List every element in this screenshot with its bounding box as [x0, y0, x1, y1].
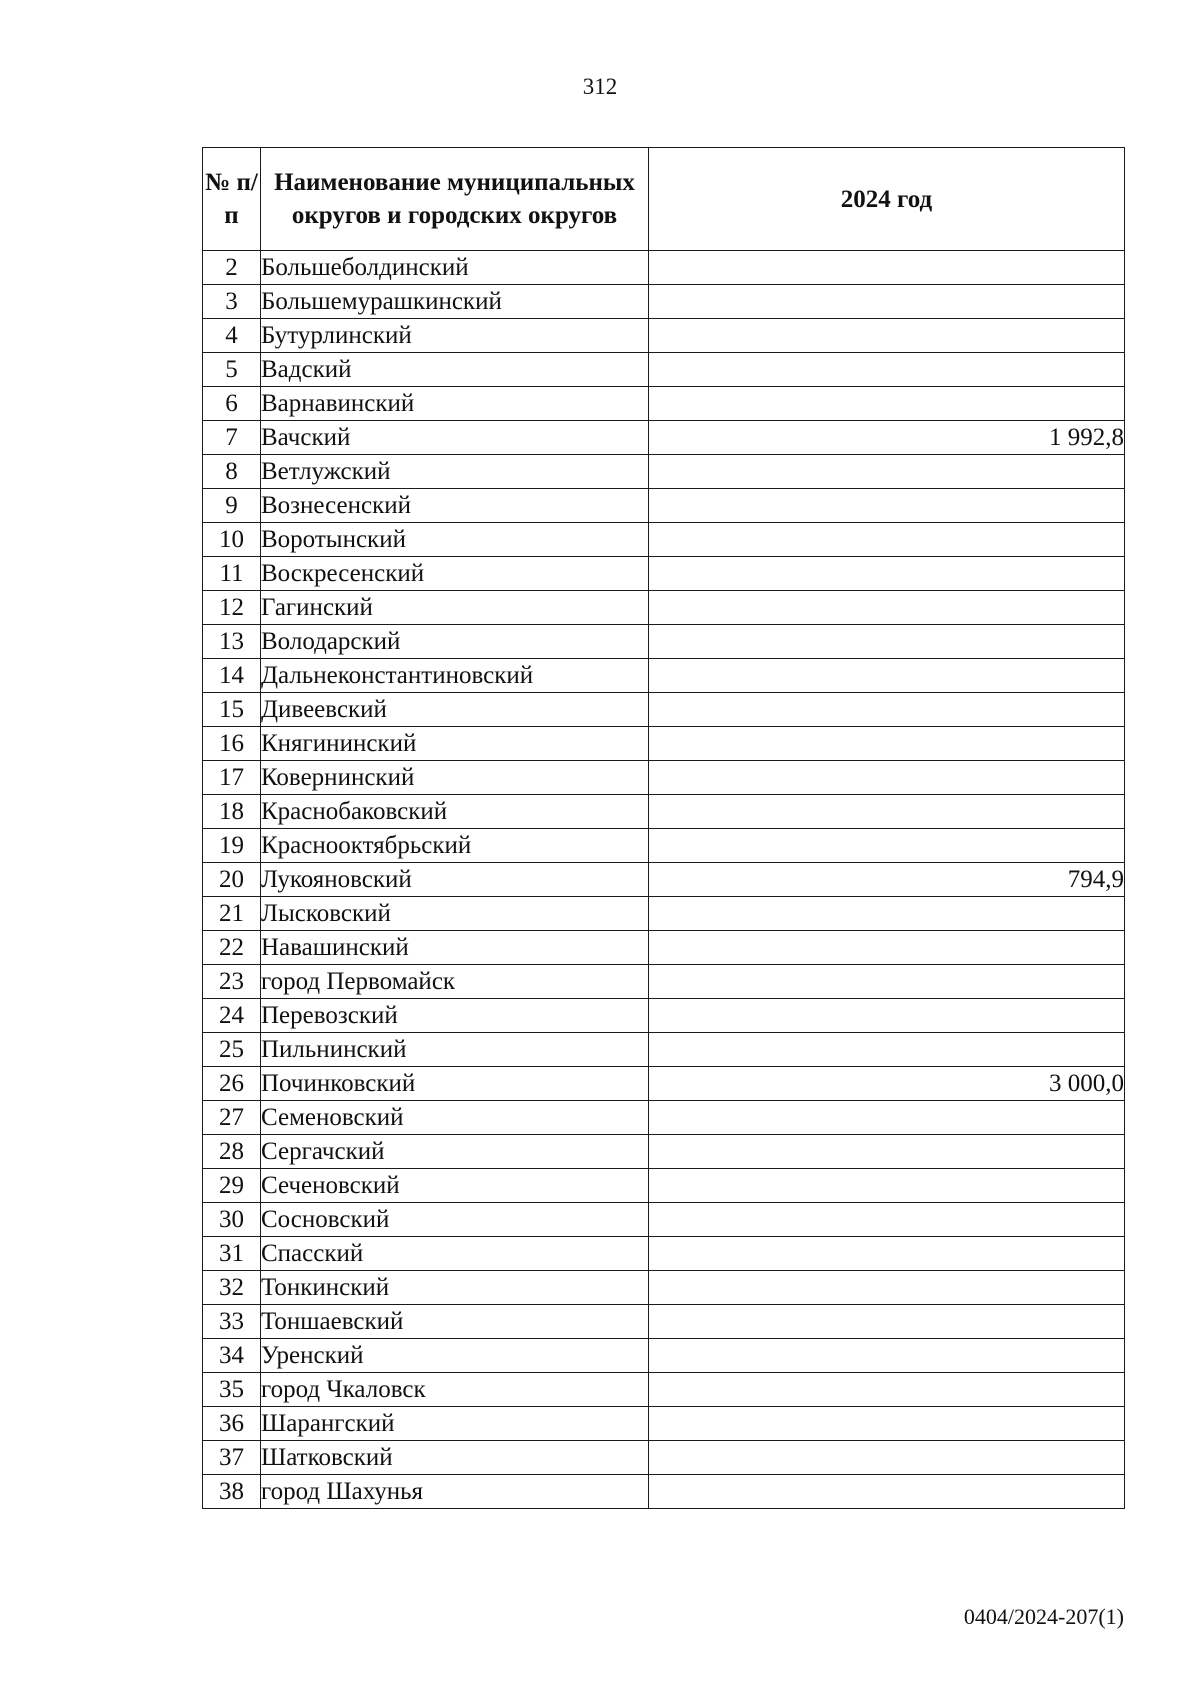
table-row: [203, 965, 1125, 999]
table-body: [203, 251, 1125, 1509]
table-row: [203, 659, 1125, 693]
row-number-cell: 30: [203, 1203, 261, 1237]
district-name-cell: Спасский: [261, 1237, 649, 1271]
row-number-cell: 16: [203, 727, 261, 761]
value-2024-cell: [649, 523, 1125, 557]
row-number-cell: 36: [203, 1407, 261, 1441]
value-2024-cell: [649, 591, 1125, 625]
table-row: [203, 1373, 1125, 1407]
value-2024-cell: [649, 625, 1125, 659]
row-number-cell: 35: [203, 1373, 261, 1407]
header-year: [649, 148, 1125, 251]
district-name-cell: Уренский: [261, 1339, 649, 1373]
row-number-cell: 2: [203, 251, 261, 285]
district-name-cell: Вачский: [261, 421, 649, 455]
row-number-cell: 11: [203, 557, 261, 591]
value-2024-cell: [649, 1271, 1125, 1305]
district-name-cell: Лукояновский: [261, 863, 649, 897]
district-name-cell: Ковернинский: [261, 761, 649, 795]
table-row: [203, 1101, 1125, 1135]
district-name-cell: Лысковский: [261, 897, 649, 931]
district-name-cell: Большемурашкинский: [261, 285, 649, 319]
district-name-cell: Сосновский: [261, 1203, 649, 1237]
row-number-cell: 18: [203, 795, 261, 829]
district-name-cell: Шатковский: [261, 1441, 649, 1475]
table-row: [203, 795, 1125, 829]
header-name-label: Наименование муниципальных округов и городских округов: [274, 169, 635, 229]
value-2024-cell: [649, 1373, 1125, 1407]
district-name-cell: Навашинский: [261, 931, 649, 965]
district-name-cell: Княгининский: [261, 727, 649, 761]
table-row: [203, 999, 1125, 1033]
value-2024-cell: [649, 931, 1125, 965]
value-2024-cell: [649, 693, 1125, 727]
table-row: [203, 387, 1125, 421]
value-2024-cell: [649, 387, 1125, 421]
row-number-cell: 28: [203, 1135, 261, 1169]
value-2024-cell: [649, 489, 1125, 523]
row-number-cell: 9: [203, 489, 261, 523]
table-row: [203, 1067, 1125, 1101]
table-row: [203, 523, 1125, 557]
row-number-cell: 5: [203, 353, 261, 387]
value-2024-cell: [649, 965, 1125, 999]
row-number-cell: 4: [203, 319, 261, 353]
value-2024-cell: 794,9: [649, 863, 1125, 897]
value-2024-cell: [649, 795, 1125, 829]
row-number-cell: 23: [203, 965, 261, 999]
header-name: [261, 148, 649, 251]
value-2024-cell: [649, 829, 1125, 863]
district-name-cell: Краснобаковский: [261, 795, 649, 829]
row-number-cell: 24: [203, 999, 261, 1033]
table-row: [203, 251, 1125, 285]
value-2024-cell: [649, 1407, 1125, 1441]
district-name-cell: город Чкаловск: [261, 1373, 649, 1407]
district-name-cell: Гагинский: [261, 591, 649, 625]
table-row: [203, 625, 1125, 659]
value-2024-cell: [649, 557, 1125, 591]
value-2024-cell: 1 992,8: [649, 421, 1125, 455]
table-row: [203, 897, 1125, 931]
table-row: [203, 1441, 1125, 1475]
value-2024-cell: [649, 1305, 1125, 1339]
district-name-cell: Тоншаевский: [261, 1305, 649, 1339]
value-2024-cell: [649, 251, 1125, 285]
district-name-cell: город Первомайск: [261, 965, 649, 999]
row-number-cell: 13: [203, 625, 261, 659]
value-2024-cell: [649, 1339, 1125, 1373]
table-row: [203, 1339, 1125, 1373]
district-name-cell: Варнавинский: [261, 387, 649, 421]
header-number-label: № п/п: [205, 169, 258, 229]
row-number-cell: 17: [203, 761, 261, 795]
table-row: [203, 1271, 1125, 1305]
table-row: [203, 863, 1125, 897]
value-2024-cell: [649, 319, 1125, 353]
district-name-cell: Воскресенский: [261, 557, 649, 591]
table-row: [203, 421, 1125, 455]
table-row: [203, 1407, 1125, 1441]
value-2024-cell: [649, 1101, 1125, 1135]
table-row: [203, 319, 1125, 353]
row-number-cell: 10: [203, 523, 261, 557]
table-row: [203, 591, 1125, 625]
table-row: [203, 693, 1125, 727]
row-number-cell: 34: [203, 1339, 261, 1373]
table-row: [203, 1203, 1125, 1237]
value-2024-cell: [649, 761, 1125, 795]
row-number-cell: 33: [203, 1305, 261, 1339]
row-number-cell: 20: [203, 863, 261, 897]
table-row: [203, 1033, 1125, 1067]
value-2024-cell: [649, 1169, 1125, 1203]
district-name-cell: Перевозский: [261, 999, 649, 1033]
table-row: [203, 285, 1125, 319]
page-number: 312: [582, 74, 618, 99]
district-name-cell: город Шахунья: [261, 1475, 649, 1509]
value-2024-cell: [649, 727, 1125, 761]
table-row: [203, 1135, 1125, 1169]
table-row: [203, 829, 1125, 863]
table-row: [203, 455, 1125, 489]
district-name-cell: Большеболдинский: [261, 251, 649, 285]
row-number-cell: 3: [203, 285, 261, 319]
value-2024-cell: [649, 1203, 1125, 1237]
value-2024-cell: [649, 1135, 1125, 1169]
district-name-cell: Сеченовский: [261, 1169, 649, 1203]
row-number-cell: 25: [203, 1033, 261, 1067]
district-name-cell: Шарангский: [261, 1407, 649, 1441]
document-code: 0404/2024-207(1): [963, 1604, 1124, 1629]
table-row: [203, 1169, 1125, 1203]
row-number-cell: 12: [203, 591, 261, 625]
row-number-cell: 26: [203, 1067, 261, 1101]
district-name-cell: Дивеевский: [261, 693, 649, 727]
district-name-cell: Воротынский: [261, 523, 649, 557]
table-row: [203, 931, 1125, 965]
table-row: [203, 1475, 1125, 1509]
value-2024-cell: [649, 455, 1125, 489]
district-name-cell: Краснооктябрьский: [261, 829, 649, 863]
value-2024-cell: [649, 659, 1125, 693]
row-number-cell: 31: [203, 1237, 261, 1271]
value-2024-cell: [649, 1237, 1125, 1271]
row-number-cell: 38: [203, 1475, 261, 1509]
row-number-cell: 19: [203, 829, 261, 863]
district-name-cell: Тонкинский: [261, 1271, 649, 1305]
value-2024-cell: [649, 999, 1125, 1033]
table-row: [203, 1305, 1125, 1339]
value-2024-cell: [649, 353, 1125, 387]
district-name-cell: Сергачский: [261, 1135, 649, 1169]
district-name-cell: Пильнинский: [261, 1033, 649, 1067]
district-name-cell: Вознесенский: [261, 489, 649, 523]
table-row: [203, 727, 1125, 761]
row-number-cell: 15: [203, 693, 261, 727]
value-2024-cell: [649, 897, 1125, 931]
district-name-cell: Дальнеконстантиновский: [261, 659, 649, 693]
district-name-cell: Бутурлинский: [261, 319, 649, 353]
table-header-row: [203, 148, 1125, 251]
table-row: [203, 557, 1125, 591]
row-number-cell: 32: [203, 1271, 261, 1305]
header-year-label: 2024 год: [840, 185, 933, 213]
row-number-cell: 14: [203, 659, 261, 693]
value-2024-cell: [649, 1441, 1125, 1475]
row-number-cell: 22: [203, 931, 261, 965]
table-row: [203, 489, 1125, 523]
district-name-cell: Володарский: [261, 625, 649, 659]
allocation-table: [202, 147, 1125, 1509]
row-number-cell: 27: [203, 1101, 261, 1135]
value-2024-cell: [649, 1033, 1125, 1067]
row-number-cell: 29: [203, 1169, 261, 1203]
row-number-cell: 21: [203, 897, 261, 931]
table-row: [203, 353, 1125, 387]
table-row: [203, 761, 1125, 795]
district-name-cell: Семеновский: [261, 1101, 649, 1135]
header-number: [203, 148, 261, 251]
value-2024-cell: [649, 285, 1125, 319]
value-2024-cell: 3 000,0: [649, 1067, 1125, 1101]
table-row: [203, 1237, 1125, 1271]
value-2024-cell: [649, 1475, 1125, 1509]
district-name-cell: Ветлужский: [261, 455, 649, 489]
row-number-cell: 37: [203, 1441, 261, 1475]
district-name-cell: Починковский: [261, 1067, 649, 1101]
row-number-cell: 7: [203, 421, 261, 455]
district-name-cell: Вадский: [261, 353, 649, 387]
row-number-cell: 8: [203, 455, 261, 489]
row-number-cell: 6: [203, 387, 261, 421]
